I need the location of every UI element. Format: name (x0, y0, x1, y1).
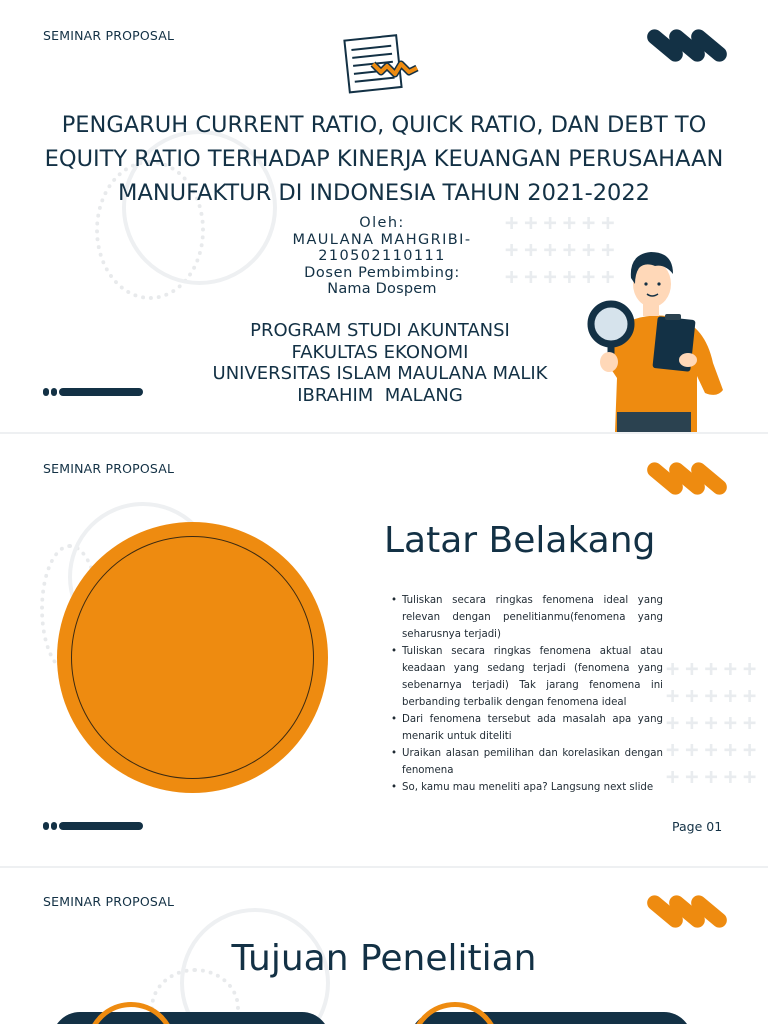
title-line: EQUITY RATIO TERHADAP KINERJA KEUANGAN PERUSAHAAN (44, 146, 724, 172)
supervisor-label: Dosen Pembimbing: (304, 264, 460, 281)
decorative-plus-grid: ++++++ ++++++ ++++++ (505, 211, 621, 290)
image-placeholder-inner-ring (71, 536, 314, 779)
institution-line: PROGRAM STUDI AKUNTANSI (250, 320, 510, 341)
institution-line: FAKULTAS EKONOMI (291, 341, 469, 363)
section-heading: Tujuan Penelitian (231, 938, 537, 979)
author-block (230, 215, 534, 298)
list-item: • So, kamu mau meneliti apa? Langsung next slide (388, 779, 663, 796)
image-placeholder-circle (57, 522, 328, 793)
institution-block (170, 320, 590, 406)
author-id: 210502110111 (318, 248, 446, 264)
decorative-pill-bar (43, 388, 143, 396)
title-line: MANUFAKTUR DI INDONESIA TAHUN 2021-2022 (118, 180, 650, 206)
author-name: MAULANA MAHGRIBI- (292, 231, 472, 248)
institution-line: IBRAHIM MALANG (297, 384, 463, 406)
seminar-label: SEMINAR PROPOSAL (43, 28, 175, 43)
seminar-label: SEMINAR PROPOSAL (43, 461, 175, 476)
decorative-plus-grid: +++++ +++++ +++++ +++++ +++++ (666, 657, 763, 790)
title-line: PENGARUH CURRENT RATIO, QUICK RATIO, DAN DEBT TO (61, 112, 707, 138)
document-chart-icon (343, 34, 425, 96)
institution-line: UNIVERSITAS ISLAM MAULANA MALIK (212, 363, 548, 384)
list-item: • Uraikan alasan pemilihan dan korelasikan dengan fenomena (388, 745, 663, 779)
slide-tujuan-penelitian (0, 868, 768, 1024)
seminar-label: SEMINAR PROPOSAL (43, 894, 175, 909)
stripes-logo-icon (644, 459, 728, 499)
section-heading: Latar Belakang (384, 520, 656, 561)
presentation-title (10, 108, 758, 210)
bullet-list (388, 592, 663, 796)
author-label: Oleh: (359, 215, 405, 231)
page-number: Page 01 (672, 819, 723, 834)
list-item: • Tuliskan secara ringkas fenomena ideal yang relevan dengan penelitianmu(fenomena yang seharusnya terjadi) (388, 592, 663, 643)
list-item: • Tuliskan secara ringkas fenomena aktual atau keadaan yang sedang terjadi (fenomena yang sebenarnya terjadi) Tak jarang fenomena ini berbanding terbalik dengan fenomena ideal (388, 643, 663, 711)
slide-latar-belakang (0, 434, 768, 866)
supervisor-name: Nama Dospem (327, 281, 437, 297)
person-magnifier-illustration (585, 248, 735, 432)
slide-title (0, 0, 768, 432)
decorative-pill-bar (43, 822, 143, 830)
list-item: • Dari fenomena tersebut ada masalah apa yang menarik untuk diteliti (388, 711, 663, 745)
stripes-logo-icon (644, 892, 728, 932)
stripes-logo-icon (644, 26, 728, 66)
